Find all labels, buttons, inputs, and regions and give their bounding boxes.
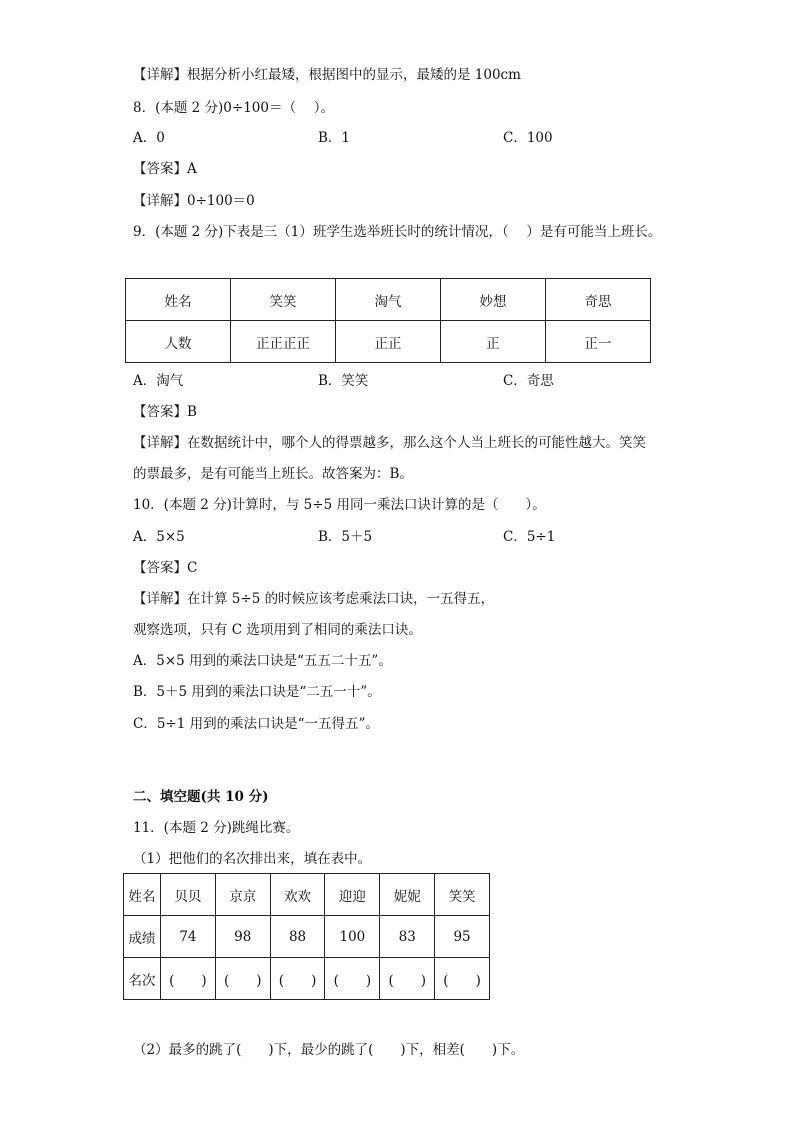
table-cell: 妙想: [441, 279, 546, 321]
table-cell: 正正正正: [231, 321, 336, 363]
q10-explanation: 【详解】在计算 5÷5 的时候应该考虑乘法口诀，一五得五，: [133, 591, 495, 607]
table-cell: 95: [435, 916, 490, 958]
section-heading: 二、填空题(共 10 分): [133, 789, 269, 805]
table-cell: 笑笑: [435, 874, 490, 916]
question-10: 10．(本题 2 分)计算时，与 5÷5 用同一乘法口诀计算的是（ ）。: [133, 497, 546, 513]
q8-option-a: A．0: [133, 130, 165, 146]
table-cell: 100: [325, 916, 380, 958]
table-cell: 名次: [124, 958, 161, 1000]
table-cell: 贝贝: [161, 874, 216, 916]
explanation-line: 【详解】根据分析小红最矮，根据图中的显示，最矮的是 100cm: [133, 67, 521, 83]
table-row: [126, 279, 651, 321]
table-cell: 京京: [215, 874, 270, 916]
q10-explanation: B．5＋5 用到的乘法口诀是“二五一十”。: [133, 684, 381, 700]
question-8: 8．(本题 2 分)0÷100＝（ ）。: [133, 100, 335, 116]
q10-explanation: C．5÷1 用到的乘法口诀是“一五得五”。: [133, 716, 379, 732]
table-cell: 迎迎: [325, 874, 380, 916]
table-cell: 欢欢: [270, 874, 325, 916]
table-cell: 成绩: [124, 916, 161, 958]
question-9: 9．(本题 2 分)下表是三（1）班学生选举班长时的统计情况，（ ）是有可能当上班长。: [133, 224, 662, 240]
table-row: [124, 958, 490, 1000]
q10-explanation: A．5×5 用到的乘法口诀是“五五二十五”。: [133, 653, 392, 669]
q8-option-c: C．100: [503, 130, 553, 146]
table-cell: 姓名: [126, 279, 231, 321]
q10-answer: 【答案】C: [133, 560, 198, 576]
rank-blank[interactable]: ( ): [435, 958, 490, 1000]
table-row: [124, 874, 490, 916]
table-cell: 83: [380, 916, 435, 958]
table-cell: 98: [215, 916, 270, 958]
question-11-part-1: （1）把他们的名次排出来，填在表中。: [133, 851, 372, 867]
table-cell: 74: [161, 916, 216, 958]
jump-rope-table: [123, 873, 490, 1000]
q9-explanation: 的票最多，是有可能当上班长。故答案为：B。: [133, 466, 413, 482]
table-cell: 正: [441, 321, 546, 363]
table-cell: 正一: [546, 321, 651, 363]
question-11: 11．(本题 2 分)跳绳比赛。: [133, 820, 300, 836]
q9-answer: 【答案】B: [133, 404, 197, 420]
rank-blank[interactable]: ( ): [161, 958, 216, 1000]
table-row: [124, 916, 490, 958]
q9-option-a: A．淘气: [133, 373, 184, 389]
table-cell: 88: [270, 916, 325, 958]
q10-explanation: 观察选项，只有 C 选项用到了相同的乘法口诀。: [133, 622, 422, 638]
q10-option-c: C．5÷1: [503, 529, 556, 545]
question-11-part-2: （2）最多的跳了( )下，最少的跳了( )下，相差( )下。: [133, 1042, 525, 1058]
table-cell: 正正: [336, 321, 441, 363]
table-cell: 人数: [126, 321, 231, 363]
q8-answer: 【答案】A: [133, 161, 197, 177]
q8-explanation: 【详解】0÷100＝0: [133, 193, 255, 209]
rank-blank[interactable]: ( ): [325, 958, 380, 1000]
table-row: [126, 321, 651, 363]
vote-table: [125, 278, 651, 363]
table-cell: 笑笑: [231, 279, 336, 321]
q9-option-c: C．奇思: [503, 373, 554, 389]
rank-blank[interactable]: ( ): [215, 958, 270, 1000]
table-cell: 奇思: [546, 279, 651, 321]
q8-option-b: B．1: [318, 130, 351, 146]
rank-blank[interactable]: ( ): [270, 958, 325, 1000]
table-cell: 妮妮: [380, 874, 435, 916]
table-cell: 姓名: [124, 874, 161, 916]
q9-option-b: B．笑笑: [318, 373, 369, 389]
q10-option-a: A．5×5: [133, 529, 185, 545]
rank-blank[interactable]: ( ): [380, 958, 435, 1000]
table-cell: 淘气: [336, 279, 441, 321]
q10-option-b: B．5＋5: [318, 529, 373, 545]
q9-explanation: 【详解】在数据统计中，哪个人的得票越多，那么这个人当上班长的可能性越大。笑笑: [133, 435, 646, 451]
